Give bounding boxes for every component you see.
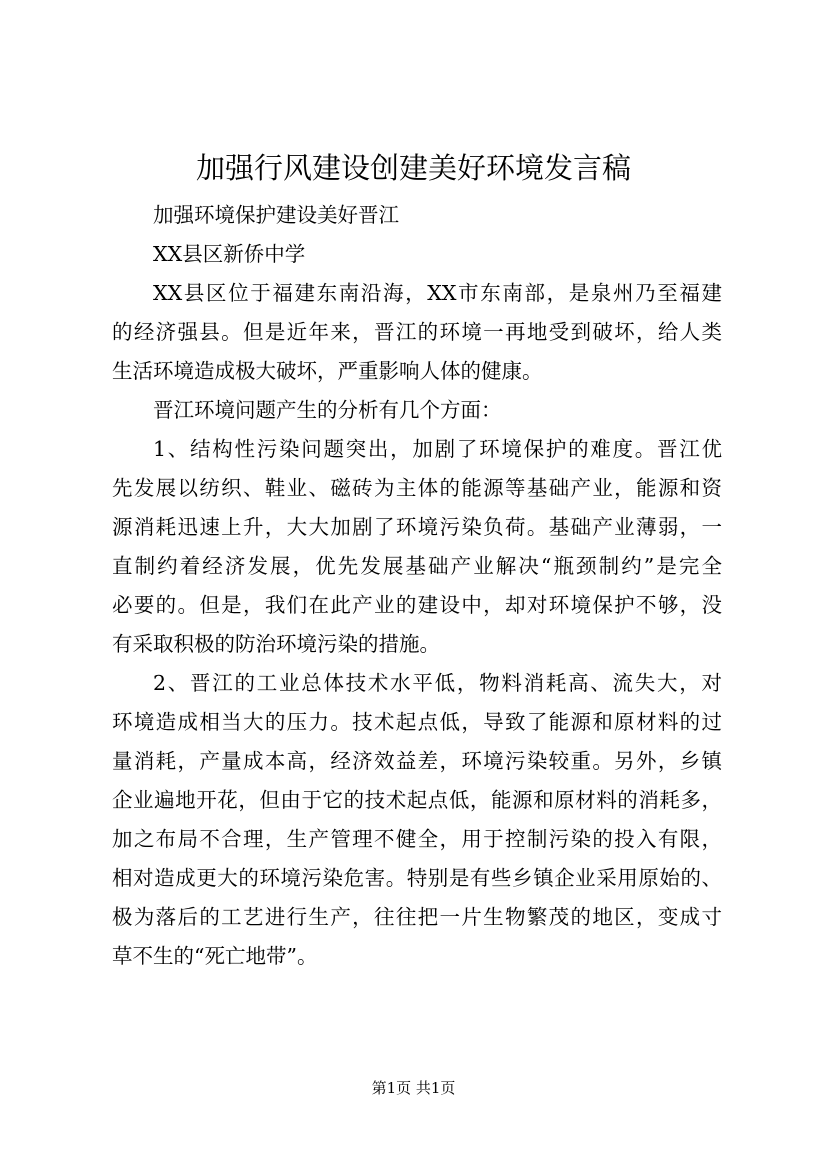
text-line: 源消耗迅速上升，大大加剧了环境污染负荷。基础产业薄弱，一 bbox=[112, 515, 722, 539]
text-line: 企业遍地开花，但由于它的技术起点低，能源和原材料的消耗多， bbox=[112, 788, 722, 812]
text-line: 晋江环境问题产生的分析有几个方面： bbox=[153, 398, 502, 422]
text-line: 的经济强县。但是近年来，晋江的环境一再地受到破坏，给人类 bbox=[112, 320, 722, 344]
text-line: 必要的。但是，我们在此产业的建设中，却对环境保护不够，没 bbox=[112, 593, 722, 617]
text-line: 加强环境保护建设美好晋江 bbox=[153, 203, 399, 227]
text-line: 极为落后的工艺进行生产，往往把一片生物繁茂的地区，变成寸 bbox=[112, 905, 722, 929]
text-line: 直制约着经济发展，优先发展基础产业解决“瓶颈制约”是完全 bbox=[112, 554, 722, 578]
text-line: 1、结构性污染问题突出，加剧了环境保护的难度。晋江优 bbox=[153, 437, 722, 461]
text-line: XX县区新侨中学 bbox=[153, 242, 306, 266]
text-line: 环境造成相当大的压力。技术起点低，导致了能源和原材料的过 bbox=[112, 710, 722, 734]
page-footer: 第1页 共1页 bbox=[371, 1079, 456, 1097]
document-body bbox=[112, 196, 722, 976]
text-line: 草不生的“死亡地带”。 bbox=[112, 944, 318, 968]
text-line: 加之布局不合理，生产管理不健全，用于控制污染的投入有限， bbox=[112, 827, 722, 851]
text-line: 2、晋江的工业总体技术水平低，物料消耗高、流失大，对 bbox=[153, 671, 722, 695]
text-line: 相对造成更大的环境污染危害。特别是有些乡镇企业采用原始的、 bbox=[112, 866, 722, 890]
text-line: 有采取积极的防治环境污染的措施。 bbox=[112, 632, 440, 656]
text-line: XX县区位于福建东南沿海，XX市东南部，是泉州乃至福建 bbox=[153, 281, 722, 305]
text-line: 量消耗，产量成本高，经济效益差，环境污染较重。另外，乡镇 bbox=[112, 749, 722, 773]
text-line: 生活环境造成极大破坏，严重影响人体的健康。 bbox=[112, 359, 543, 383]
text-line: 先发展以纺织、鞋业、磁砖为主体的能源等基础产业，能源和资 bbox=[112, 476, 722, 500]
document-title: 加强行风建设创建美好环境发言稿 bbox=[195, 151, 631, 185]
